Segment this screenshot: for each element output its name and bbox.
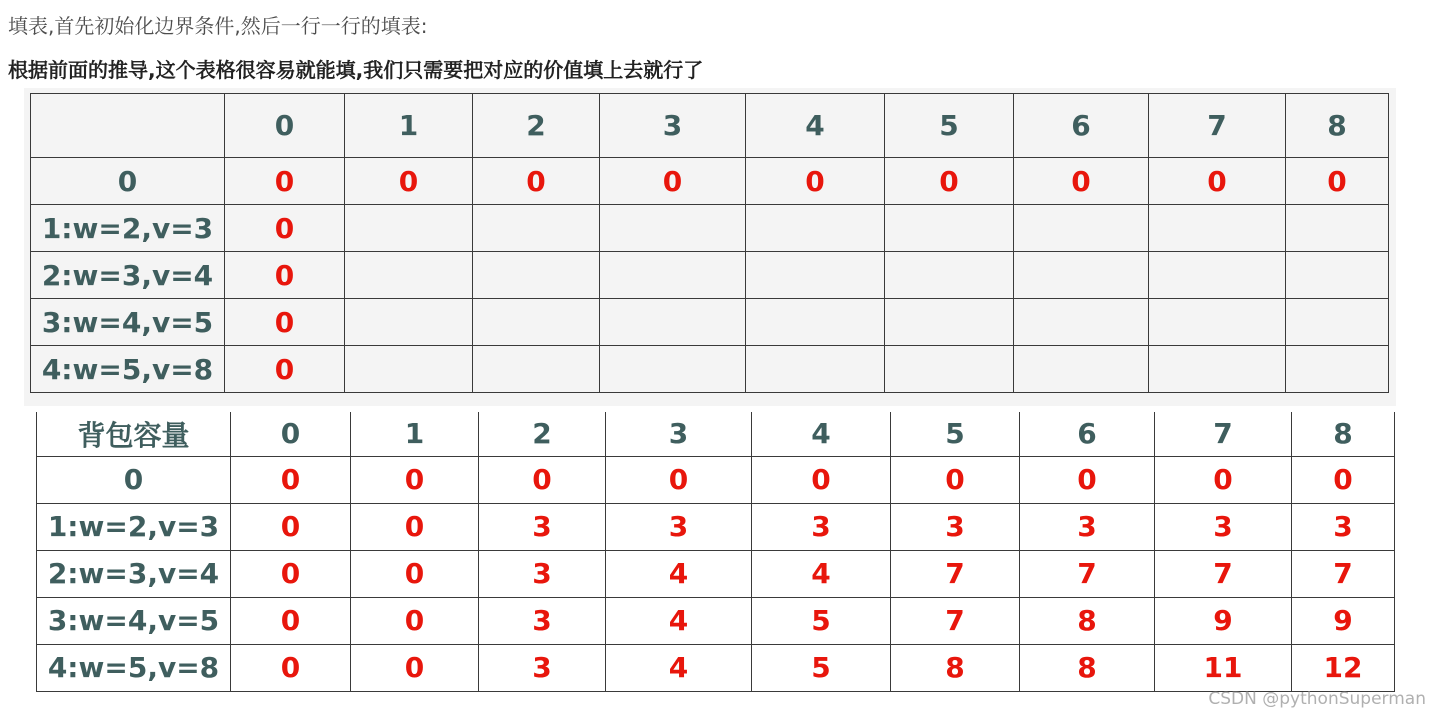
table-row	[37, 597, 1395, 644]
capacity-header-7: 7	[1155, 412, 1292, 456]
item-label-cell: 1:w=2,v=3	[37, 503, 231, 550]
value-cell	[345, 252, 473, 299]
value-cell	[1014, 205, 1149, 252]
filled-dp-table	[36, 412, 1395, 692]
value-cell: 0	[891, 456, 1020, 503]
value-cell	[746, 205, 885, 252]
initial-dp-table	[30, 93, 1389, 393]
value-cell	[885, 205, 1014, 252]
capacity-header-3: 3	[600, 94, 746, 158]
value-cell: 0	[225, 205, 345, 252]
value-cell: 0	[351, 550, 479, 597]
value-cell: 7	[1292, 550, 1395, 597]
value-cell: 3	[1292, 503, 1395, 550]
value-cell: 0	[1292, 456, 1395, 503]
capacity-header-2: 2	[479, 412, 606, 456]
value-cell: 5	[752, 597, 891, 644]
value-cell	[345, 299, 473, 346]
capacity-header-7: 7	[1149, 94, 1286, 158]
capacity-header-1: 1	[351, 412, 479, 456]
value-cell: 0	[225, 346, 345, 393]
capacity-header-5: 5	[885, 94, 1014, 158]
value-cell: 8	[1020, 644, 1155, 691]
item-label-cell: 4:w=5,v=8	[31, 346, 225, 393]
capacity-header-8: 8	[1286, 94, 1389, 158]
value-cell	[1286, 346, 1389, 393]
value-cell: 0	[231, 597, 351, 644]
value-cell: 0	[351, 597, 479, 644]
bold-explanation-text: 根据前面的推导,这个表格很容易就能填,我们只需要把对应的价值填上去就行了	[8, 58, 704, 82]
corner-header-cell	[31, 94, 225, 158]
value-cell: 9	[1155, 597, 1292, 644]
table-row	[31, 299, 1389, 346]
table-row	[37, 503, 1395, 550]
value-cell	[600, 299, 746, 346]
value-cell: 4	[606, 550, 752, 597]
item-label-cell: 0	[31, 158, 225, 205]
table-row	[37, 550, 1395, 597]
value-cell: 3	[479, 503, 606, 550]
value-cell	[473, 252, 600, 299]
value-cell: 4	[606, 644, 752, 691]
value-cell: 0	[225, 299, 345, 346]
value-cell	[885, 346, 1014, 393]
value-cell	[1149, 299, 1286, 346]
item-label-cell: 2:w=3,v=4	[37, 550, 231, 597]
value-cell	[600, 252, 746, 299]
value-cell	[345, 346, 473, 393]
value-cell	[1149, 346, 1286, 393]
value-cell: 0	[1014, 158, 1149, 205]
capacity-header-6: 6	[1014, 94, 1149, 158]
item-label-cell: 2:w=3,v=4	[31, 252, 225, 299]
value-cell: 0	[606, 456, 752, 503]
value-cell	[473, 299, 600, 346]
value-cell: 4	[606, 597, 752, 644]
value-cell: 0	[473, 158, 600, 205]
value-cell: 0	[231, 503, 351, 550]
value-cell: 0	[225, 252, 345, 299]
value-cell: 3	[479, 597, 606, 644]
value-cell: 7	[1155, 550, 1292, 597]
value-cell	[746, 252, 885, 299]
item-label-cell: 3:w=4,v=5	[37, 597, 231, 644]
capacity-header-5: 5	[891, 412, 1020, 456]
capacity-header-3: 3	[606, 412, 752, 456]
capacity-header-2: 2	[473, 94, 600, 158]
value-cell	[1014, 252, 1149, 299]
value-cell: 0	[600, 158, 746, 205]
value-cell: 8	[1020, 597, 1155, 644]
value-cell: 0	[351, 456, 479, 503]
value-cell	[1014, 299, 1149, 346]
capacity-header-8: 8	[1292, 412, 1395, 456]
value-cell: 3	[752, 503, 891, 550]
item-label-cell: 1:w=2,v=3	[31, 205, 225, 252]
value-cell: 0	[479, 456, 606, 503]
value-cell: 0	[1020, 456, 1155, 503]
corner-header-cell: 背包容量	[37, 412, 231, 456]
value-cell: 3	[1155, 503, 1292, 550]
header-row	[37, 412, 1395, 456]
value-cell: 0	[1149, 158, 1286, 205]
table-row	[31, 252, 1389, 299]
table-row	[31, 158, 1389, 205]
value-cell: 4	[752, 550, 891, 597]
value-cell: 7	[891, 597, 1020, 644]
item-label-cell: 0	[37, 456, 231, 503]
value-cell	[1149, 252, 1286, 299]
value-cell	[1286, 252, 1389, 299]
value-cell: 3	[1020, 503, 1155, 550]
csdn-watermark: CSDN @pythonSuperman	[1208, 689, 1426, 709]
capacity-header-4: 4	[752, 412, 891, 456]
value-cell	[1286, 205, 1389, 252]
value-cell: 9	[1292, 597, 1395, 644]
value-cell: 3	[606, 503, 752, 550]
value-cell	[746, 346, 885, 393]
value-cell: 0	[351, 503, 479, 550]
value-cell	[1014, 346, 1149, 393]
value-cell: 3	[891, 503, 1020, 550]
value-cell	[746, 299, 885, 346]
capacity-header-6: 6	[1020, 412, 1155, 456]
capacity-header-4: 4	[746, 94, 885, 158]
value-cell: 0	[231, 456, 351, 503]
value-cell: 0	[231, 550, 351, 597]
value-cell: 3	[479, 644, 606, 691]
value-cell	[473, 205, 600, 252]
value-cell: 11	[1155, 644, 1292, 691]
table-row	[37, 644, 1395, 691]
value-cell	[600, 346, 746, 393]
value-cell	[345, 205, 473, 252]
value-cell: 0	[1286, 158, 1389, 205]
table-row	[37, 456, 1395, 503]
value-cell: 12	[1292, 644, 1395, 691]
value-cell: 5	[752, 644, 891, 691]
header-row	[31, 94, 1389, 158]
value-cell	[885, 252, 1014, 299]
capacity-header-1: 1	[345, 94, 473, 158]
value-cell: 0	[351, 644, 479, 691]
value-cell: 8	[891, 644, 1020, 691]
value-cell: 0	[345, 158, 473, 205]
table-row	[31, 346, 1389, 393]
value-cell: 0	[231, 644, 351, 691]
capacity-header-0: 0	[231, 412, 351, 456]
value-cell: 0	[1155, 456, 1292, 503]
intro-text: 填表,首先初始化边界条件,然后一行一行的填表:	[8, 14, 428, 38]
value-cell: 0	[746, 158, 885, 205]
value-cell	[600, 205, 746, 252]
item-label-cell: 4:w=5,v=8	[37, 644, 231, 691]
value-cell: 0	[752, 456, 891, 503]
value-cell	[1149, 205, 1286, 252]
value-cell: 7	[1020, 550, 1155, 597]
item-label-cell: 3:w=4,v=5	[31, 299, 225, 346]
value-cell	[1286, 299, 1389, 346]
value-cell: 0	[885, 158, 1014, 205]
value-cell: 0	[225, 158, 345, 205]
capacity-header-0: 0	[225, 94, 345, 158]
value-cell: 7	[891, 550, 1020, 597]
value-cell	[473, 346, 600, 393]
value-cell	[885, 299, 1014, 346]
table-row	[31, 205, 1389, 252]
value-cell: 3	[479, 550, 606, 597]
